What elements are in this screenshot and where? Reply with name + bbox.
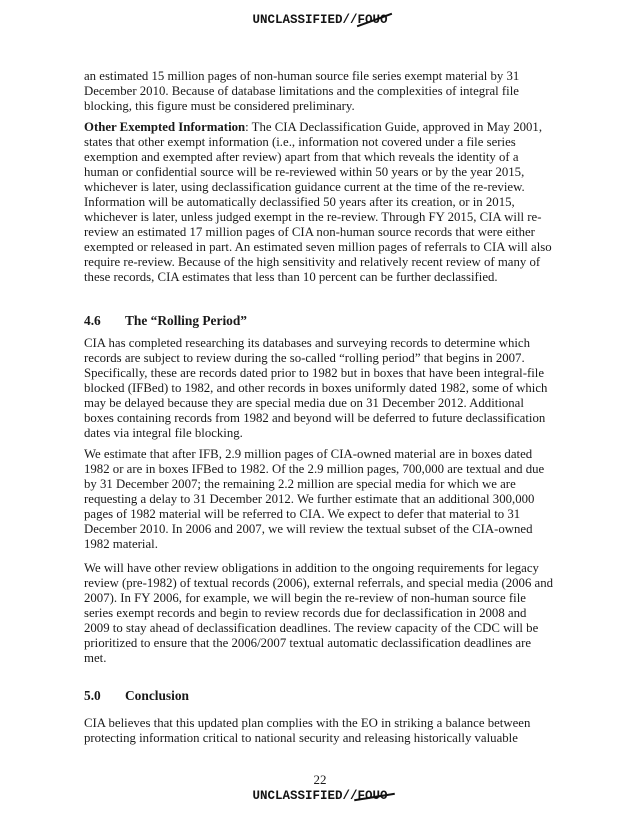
- header-classification-prefix: UNCLASSIFIED//: [252, 13, 358, 27]
- header-classification-struck-fouo: FOUO: [357, 13, 388, 27]
- section-title-conclusion: Conclusion: [125, 688, 189, 703]
- section-number-5-0: 5.0: [84, 688, 101, 703]
- section-heading-conclusion: [84, 688, 554, 703]
- other-exempted-information-label: Other Exempted Information: [84, 120, 246, 134]
- paragraph-review-obligations: We will have other review obligations in addition to the ongoing requirements for legacy review (pre-1982) of textual records (2006), external referrals, and special media (2006 and 2007). In FY 2006, for example, we will begin the re-review of non-human source file series exempt records and begin to review records due for declassification in 2008 and 2009 to stay ahead of declassification deadlines. The review capacity of the CDC will be prioritized to ensure that the 2006/2007 textual automatic declassification deadlines are met.: [84, 561, 554, 665]
- paragraph-conclusion: CIA believes that this updated plan complies with the EO in striking a balance between protecting information critical to national security and releasing historically valuable: [84, 716, 531, 745]
- paragraph-exempt-material: an estimated 15 million pages of non-human source file series exempt material by 31 December 2010. Because of database limitations and the complexities of integral file blocking, this figure must be considered preliminary.: [84, 69, 520, 113]
- section-heading-rolling-period: [84, 313, 554, 328]
- paragraph-other-exempted-information: [84, 120, 554, 285]
- footer-classification-prefix: UNCLASSIFIED//: [252, 789, 358, 803]
- footer-page-number: 22: [313, 772, 327, 787]
- paragraph-rolling-period: CIA has completed researching its databases and surveying records to determine which records are subject to review during the so-called “rolling period” that begins in 2007. Specifically, these are records dated prior to 1982 but in boxes that have been integral-file blocked (IFBed) to 1982, and other records in boxes uniformly dated 1982, some of which may be delayed because they are special media due on 31 December 2012. Additional boxes containing records from 1982 and beyond will be deferred to future declassification dates via integral file blocking.: [84, 336, 548, 440]
- section-title-rolling-period: The “Rolling Period”: [125, 313, 248, 328]
- footer-classification-banner: [0, 789, 640, 803]
- other-exempted-information-text: : The CIA Declassification Guide, approved in May 2001, states that other exempt information (i.e., information not covered under a file series exemption and exempted after review) apart from that which reveals the identity of a human or confidential source will be re-reviewed within 50 years or by the year 2015, whichever is later, using declassification guidance current at the time of the re-review. Information will be automatically declassified 50 years after its creation, or in 2015, whichever is later, unless judged exempt in the re-review. Through FY 2015, CIA will re-review an estimated 17 million pages of CIA non-human source records that were either exempted or released in part. An estimated seven million pages of referrals to CIA will also require re-review. Because of the high sensitivity and relatively recent review of many of these records, CIA estimates that less than 10 percent can be further declassified.: [84, 120, 552, 284]
- header-classification-banner: [0, 13, 640, 27]
- footer-classification-struck-fouo: FOUO: [357, 789, 388, 803]
- section-number-4-6: 4.6: [84, 313, 101, 328]
- paragraph-ifb-estimate: We estimate that after IFB, 2.9 million pages of CIA-owned material are in boxes dated 1982 or are in boxes IFBed to 1982. Of the 2.9 million pages, 700,000 are textual and due by 31 December 2007; the remaining 2.2 million are special media for which we are requesting a delay to 31 December 2012. We further estimate that an additional 300,000 pages of 1982 material will be referred to CIA. We expect to defer that material to 31 December 2010. In 2006 and 2007, we will review the textual subset of the CIA-owned 1982 material.: [84, 447, 545, 551]
